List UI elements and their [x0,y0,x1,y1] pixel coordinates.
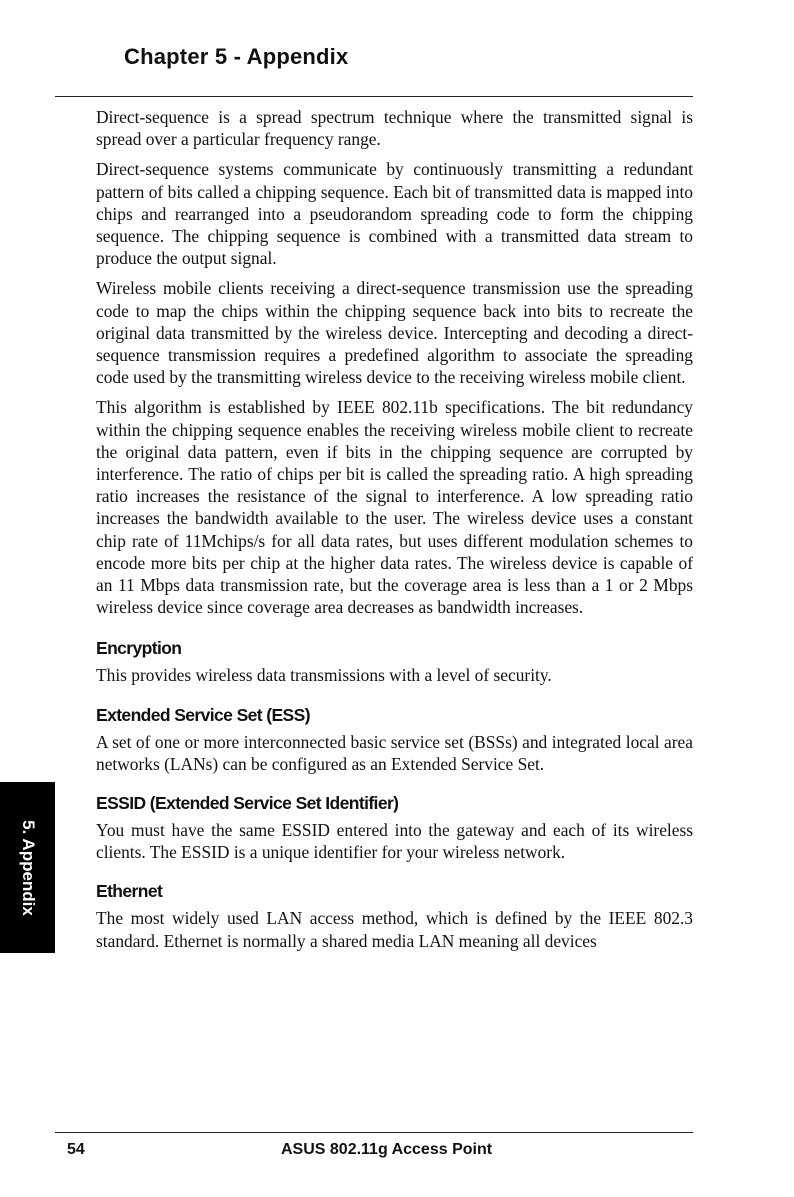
page-number: 54 [67,1141,85,1158]
section-ess [96,703,693,775]
footer-title: ASUS 802.11g Access Point [281,1141,493,1158]
section-encryption [96,636,693,686]
section-heading: Ethernet [96,881,163,902]
page-content [96,106,693,968]
paragraph: Direct-sequence systems communicate by continuously transmitting a redundant pattern of bits called a chipping sequence. Each bit of transmitted data is mapped into chips and rearranged into a pseudorandom spreading code to form the chipping sequence. The chipping sequence is combined with a transmitted data stream to produce the output signal. [96,159,693,269]
section-ethernet [96,879,693,951]
chapter-title: Chapter 5 - Appendix [124,44,349,69]
section-heading: ESSID (Extended Service Set Identifier) [96,793,399,814]
paragraph: This algorithm is established by IEEE 802.11b specifications. The bit redundancy within the chipping sequence enables the receiving wireless mobile client to recreate the original data pattern, even if bits in the chipping sequence are corrupted by interference. The ratio of chips per bit is called the spreading ratio. A high spreading ratio increases the resistance of the signal to interference. A low spreading ratio increases the bandwidth available to the user. The wireless device uses a constant chip rate of 11Mchips/s for all data rates, but uses different modulation schemes to encode more bits per chip at the higher data rates. The wireless device is capable of an 11 Mbps data transmission rate, but the coverage area is less than a 1 or 2 Mbps wireless device since coverage area decreases as bandwidth increases. [96,397,693,618]
chapter-side-tab [0,782,55,953]
header-rule [55,96,693,97]
side-tab-label: 5. Appendix [18,819,38,916]
section-essid [96,791,693,863]
section-text: You must have the same ESSID entered into the gateway and each of its wireless clients. The ESSID is a unique identifier for your wireless network. [96,820,693,863]
paragraph: Direct-sequence is a spread spectrum technique where the transmitted signal is spread over a particular frequency range. [96,107,693,150]
section-text: A set of one or more interconnected basic service set (BSSs) and integrated local area networks (LANs) can be configured as an Extended Service Set. [96,731,693,774]
section-heading: Extended Service Set (ESS) [96,704,310,725]
footer-rule [55,1132,693,1133]
section-heading: Encryption [96,638,182,659]
section-text: The most widely used LAN access method, which is defined by the IEEE 802.3 standard. Ethernet is normally a shared media LAN meaning all devices [96,908,693,951]
section-text: This provides wireless data transmissions with a level of security. [96,665,552,686]
paragraph: Wireless mobile clients receiving a direct-sequence transmission use the spreading code to map the chips within the chipping sequence back into bits to recreate the original data transmitted by the wireless device. Intercepting and decoding a direct-sequence transmission requires a predefined algorithm to associate the spreading code used by the transmitting wireless device to the receiving wireless mobile client. [96,278,693,388]
